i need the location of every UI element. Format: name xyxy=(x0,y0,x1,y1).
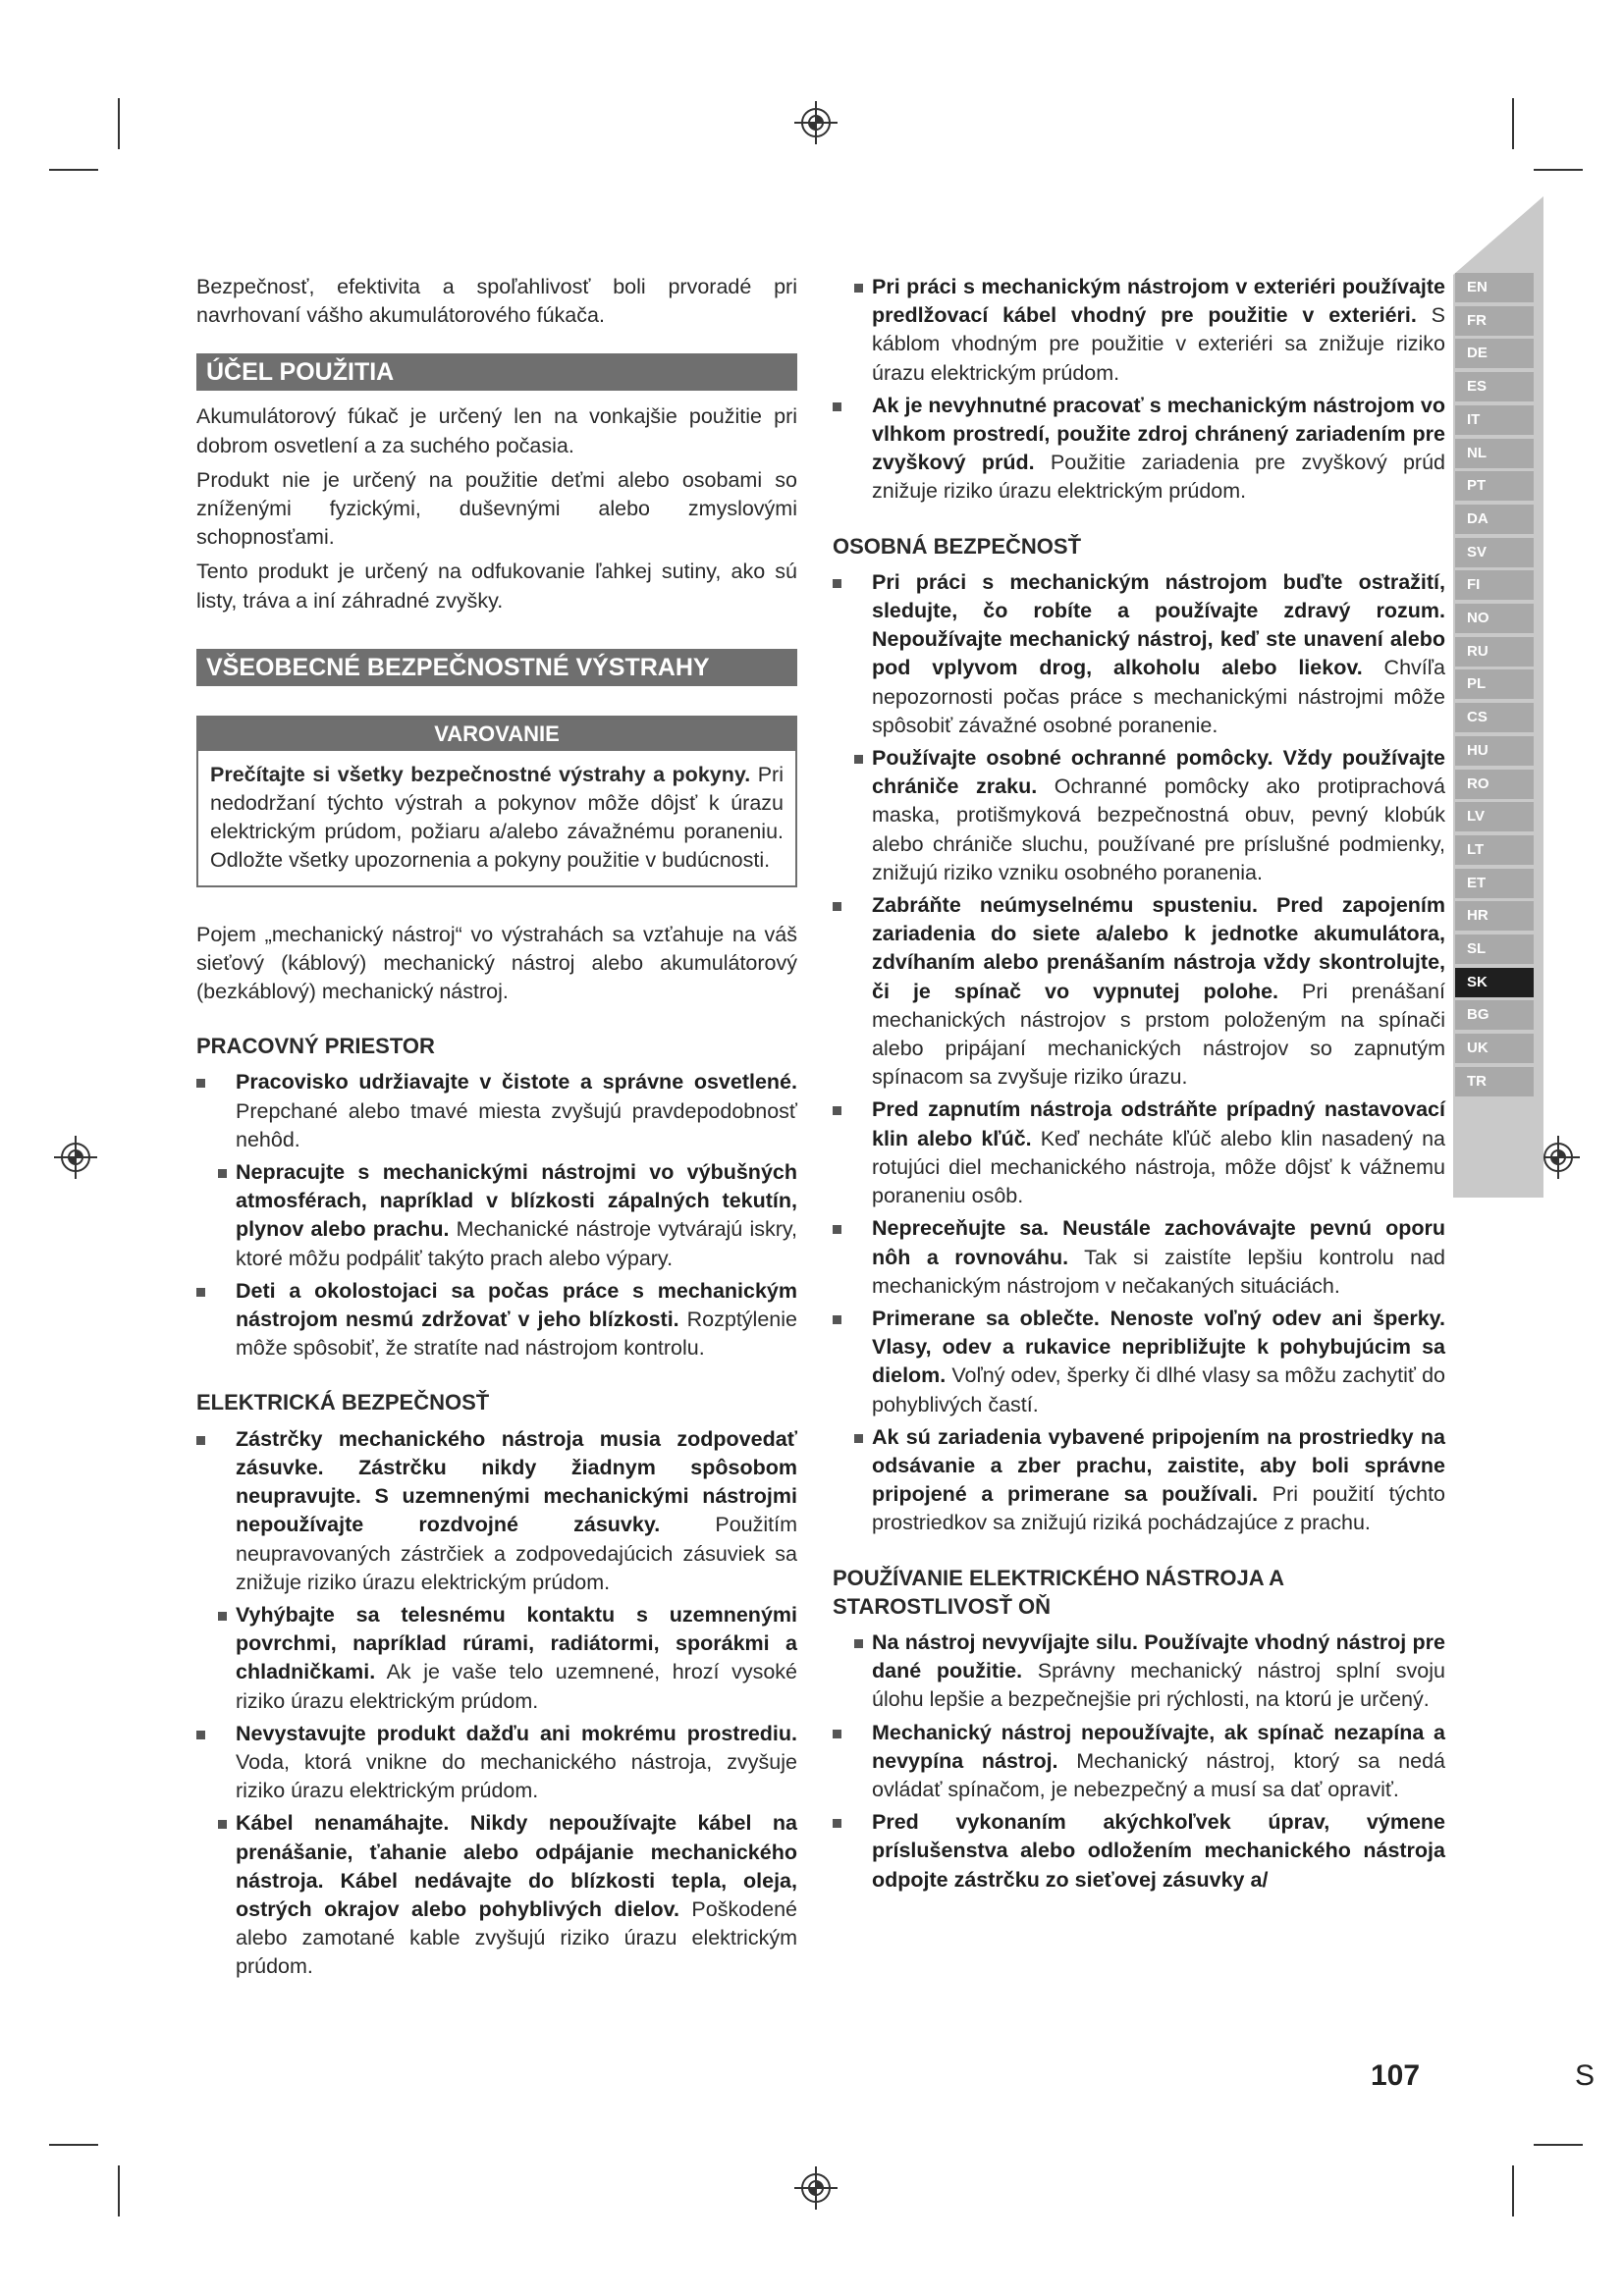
language-tab-pt[interactable]: PT xyxy=(1455,471,1534,501)
list-item xyxy=(196,1601,797,1716)
language-tab-pl[interactable]: PL xyxy=(1455,669,1534,699)
list-item xyxy=(196,1720,797,1806)
list-item xyxy=(833,1719,1445,1805)
item-text: Chvíľa nepozornosti počas práce s mechanickými nástrojmi môže spôsobiť závažné osobné poranenie. xyxy=(872,656,1445,737)
item-bold: Primerane sa oblečte. Nenoste voľný odev ani šperky. Vlasy, odev a rukavice nepribližujte k pohybujúcim sa dielom. xyxy=(872,1306,1445,1388)
section-heading-personal: OSOBNÁ BEZPEČNOSŤ xyxy=(833,533,1082,559)
item-bold: Nevystavujte produkt dažďu ani mokrému prostrediu. xyxy=(236,1721,797,1745)
crop-mark xyxy=(49,2144,98,2146)
item-bold: Pri práci s mechanickým nástrojom buďte ostražití, sledujte, čo robíte a používajte zdravý rozum. Nepoužívajte mechanický nástroj, keď ste unavení alebo pod vplyvom drog, alkoholu alebo liekov. xyxy=(872,569,1445,680)
warning-bold: Prečítajte si všetky bezpečnostné výstrahy a pokyny. xyxy=(210,762,751,786)
item-text: Rozptýlenie môže spôsobiť, že stratíte nad nástrojom kontrolu. xyxy=(236,1308,797,1361)
language-tab-sk[interactable]: SK xyxy=(1455,968,1534,997)
section-heading-workspace: PRACOVNÝ PRIESTOR xyxy=(196,1034,435,1059)
item-text: Keď necháte kľúč alebo klin nasadený na rotujúci diel mechanického nástroja, môže dôjsť k vážnemu poraneniu osôb. xyxy=(872,1126,1445,1208)
language-tab-cs[interactable]: CS xyxy=(1455,703,1534,732)
language-tab-ro[interactable]: RO xyxy=(1455,770,1534,799)
language-tab-bg[interactable]: BG xyxy=(1455,1000,1534,1030)
item-bold: Kábel nenamáhajte. Nikdy nepoužívajte kábel na prenášanie, ťahanie alebo odpájanie mechanického nástroja. Kábel nedávajte do blízkosti tepla, oleja, ostrých okrajov alebo pohyblivých dielov. xyxy=(236,1811,797,1921)
language-tab-sv[interactable]: SV xyxy=(1455,538,1534,567)
bullet-icon xyxy=(854,1434,863,1443)
language-tab-de[interactable]: DE xyxy=(1455,339,1534,368)
item-bold: Zabráňte neúmyselnému spusteniu. Pred zapojením zariadenia do siete a/alebo k jednotke akumulátora, zdvíhaním alebo prenášaním nástroja vždy skontrolujte, či je spínač vo vypnutej polohe. xyxy=(872,893,1445,1003)
item-bold: Pred zapnutím nástroja odstráňte prípadný nastavovací klin alebo kľúč. xyxy=(872,1097,1445,1150)
item-text: Mechanický nástroj, ktorý sa nedá ovládať spínačom, je nebezpečný a musí sa dať opraviť. xyxy=(872,1748,1445,1801)
language-tab-fr[interactable]: FR xyxy=(1455,306,1534,336)
language-tab-uk[interactable]: UK xyxy=(1455,1034,1534,1063)
bullet-icon xyxy=(196,1288,205,1297)
paragraph: Akumulátorový fúkač je určený len na vonkajšie použitie pri dobrom osvetlení a za suchého počasia. xyxy=(196,404,797,457)
bullet-icon xyxy=(833,1315,841,1324)
list-item xyxy=(196,1277,797,1363)
bullet-icon xyxy=(833,1819,841,1828)
section-heading-electrical: ELEKTRICKÁ BEZPEČNOSŤ xyxy=(196,1390,490,1415)
item-text: Pri prenášaní mechanických nástrojov s prstom položeným na spínači alebo pripájaní mechanických nástrojov so zapnutým spínacom sa zvyšuje riziko úrazu. xyxy=(872,979,1445,1090)
warning-body xyxy=(198,751,795,885)
item-bold: Na nástroj nevyvíjajte silu. Používajte vhodný nástroj pre dané použitie. xyxy=(872,1629,1445,1683)
item-text: Pri použití týchto prostriedkov sa znižujú riziká pochádzajúce z prachu. xyxy=(872,1482,1446,1535)
crop-mark xyxy=(1534,169,1583,171)
crop-mark xyxy=(1534,2144,1583,2146)
language-tab-no[interactable]: NO xyxy=(1455,604,1534,633)
bullet-icon xyxy=(196,1079,205,1088)
item-bold: Ak sú zariadenia vybavené pripojením na prostriedky na odsávanie a zber prachu, zaistite, aby boli správne pripojené a primerane sa používali. xyxy=(872,1424,1445,1507)
list-item xyxy=(833,273,1445,388)
paragraph: Produkt nie je určený na použitie deťmi alebo osobami so zníženými fyzickými, duševnými alebo zmyslovými schopnosťami. xyxy=(196,467,797,550)
item-text: S káblom vhodným pre použitie v exteriéri sa znižuje riziko úrazu elektrickým prúdom. xyxy=(872,303,1445,385)
item-bold: Používajte osobné ochranné pomôcky. Vždy používajte chrániče zraku. xyxy=(872,746,1445,799)
language-tab-da[interactable]: DA xyxy=(1455,505,1534,534)
item-text: Poškodené alebo zamotané kable zvyšujú riziko úrazu elektrickým prúdom. xyxy=(236,1896,798,1979)
language-tab-it[interactable]: IT xyxy=(1455,405,1534,435)
registration-mark-icon xyxy=(793,100,839,145)
language-tab-lt[interactable]: LT xyxy=(1455,835,1534,865)
bullet-icon xyxy=(833,1730,841,1738)
item-bold: Deti a okolostojaci sa počas práce s mechanickým nástrojom nesmú zdržovať v jeho blízkosti. xyxy=(236,1278,797,1332)
list-item xyxy=(833,1305,1445,1419)
language-tab-hu[interactable]: HU xyxy=(1455,736,1534,766)
bullet-icon xyxy=(196,1436,205,1445)
language-tab-ru[interactable]: RU xyxy=(1455,637,1534,667)
list-item xyxy=(833,1214,1445,1301)
item-text: Ochranné pomôcky ako protiprachová maska, protišmyková bezpečnostná obuv, pevný klobúk alebo chrániče sluchu, používané pre príslušné podmienky, znižujú riziko vzniku osobného poranenia. xyxy=(872,774,1446,884)
warning-box xyxy=(196,716,797,887)
item-text: Voľný odev, šperky či dlhé vlasy sa môžu zachytiť do pohyblivých častí. xyxy=(872,1363,1445,1416)
crop-mark xyxy=(1512,98,1514,149)
item-text: Prepchané alebo tmavé miesta zvyšujú pravdepodobnosť nehôd. xyxy=(236,1098,797,1151)
bullet-icon xyxy=(854,1639,863,1648)
language-tab-sl[interactable]: SL xyxy=(1455,934,1534,964)
language-tab-lv[interactable]: LV xyxy=(1455,802,1534,831)
item-text: Použitie zariadenia pre zvyškový prúd znižuje riziko úrazu elektrickým prúdom. xyxy=(872,451,1445,504)
intro-text: Bezpečnosť, efektivita a spoľahlivosť boli prvoradé pri navrhovaní vášho akumulátorového fúkača. xyxy=(196,275,797,328)
list-item xyxy=(833,392,1445,507)
item-bold: Pri práci s mechanickým nástrojom v exteriéri používajte predlžovací kábel vhodný pre použitie v exteriéri. xyxy=(872,275,1445,328)
paragraph: Tento produkt je určený na odfukovanie ľahkej sutiny, ako sú listy, tráva a iní záhradné zvyšky. xyxy=(196,560,797,613)
section-heading-tool-use: POUŽÍVANIE ELEKTRICKÉHO NÁSTROJA A STAROSTLIVOSŤ OŇ xyxy=(833,1565,1284,1619)
bullet-icon xyxy=(854,755,863,764)
list-item xyxy=(196,1158,797,1273)
right-column xyxy=(833,273,1445,1898)
language-tab-hr[interactable]: HR xyxy=(1455,901,1534,931)
item-bold: Nepracujte s mechanickými nástrojmi vo výbušných atmosférach, napríklad v blízkosti zápalných tekutín, plynov alebo prachu. xyxy=(236,1160,797,1242)
list-item xyxy=(196,1425,797,1597)
list-item xyxy=(833,1095,1445,1210)
item-bold: Ak je nevyhnutné pracovať s mechanickým nástrojom vo vlhkom prostredí, použite zdroj chránený zariadením pre zvyškový prúd. xyxy=(872,393,1445,475)
bullet-icon xyxy=(218,1612,227,1621)
language-tab-nl[interactable]: NL xyxy=(1455,439,1534,468)
item-text: Správny mechanický nástroj splní svoju úlohu lepšie a bezpečnejšie pri rýchlosti, na ktorú je určený. xyxy=(872,1659,1445,1712)
list-item xyxy=(833,891,1445,1092)
list-item xyxy=(833,744,1445,887)
list-item xyxy=(833,568,1445,740)
language-tab-fi[interactable]: FI xyxy=(1455,570,1534,600)
item-text: Voda, ktorá vnikne do mechanického nástroja, zvyšuje riziko úrazu elektrickým prúdom. xyxy=(236,1749,797,1803)
term-paragraph: Pojem „mechanický nástroj“ vo výstrahách sa vzťahuje na váš sieťový (káblový) mechanický nástroj alebo akumulátorový (bezkáblový) mechanický nástroj. xyxy=(196,922,797,1004)
edge-glyph: S xyxy=(1575,2059,1596,2092)
list-item xyxy=(833,1629,1445,1715)
list-item xyxy=(833,1423,1445,1538)
left-column xyxy=(196,273,797,1986)
bullet-icon xyxy=(218,1169,227,1178)
bullet-icon xyxy=(833,1225,841,1234)
page-number: 107 xyxy=(1371,2059,1421,2092)
warning-title: VAROVANIE xyxy=(198,718,795,751)
registration-mark-icon xyxy=(793,2165,839,2211)
item-bold: Pred vykonaním akýchkoľvek úprav, výmene príslušenstva alebo odložením mechanického nástroja odpojte zástrčku zo sieťovej zásuvky a/ xyxy=(872,1810,1445,1892)
item-bold: Zástrčky mechanického nástroja musia zodpovedať zásuvke. Zástrčku nikdy žiadnym spôsobom neupravujte. S uzemnenými mechanickými nástrojmi nepoužívajte rozdvojné zásuvky. xyxy=(236,1426,797,1537)
crop-mark xyxy=(118,98,120,149)
warning-text: Pri nedodržaní týchto výstrah a pokynov môže dôjsť k úrazu elektrickým prúdom, požiaru a/alebo závažnému poraneniu. Odložte všetky upozornenia a pokyny použitie v budúcnosti. xyxy=(210,762,784,873)
section-title-purpose: ÚČEL POUŽITIA xyxy=(196,353,797,391)
bullet-icon xyxy=(833,902,841,911)
bullet-icon xyxy=(854,284,863,293)
item-text: Tak si zaistíte lepšiu kontrolu nad mechanickým nástrojom v nečakaných situáciách. xyxy=(872,1245,1445,1298)
registration-mark-icon xyxy=(53,1135,98,1180)
crop-mark xyxy=(1512,2165,1514,2216)
crop-mark xyxy=(118,2165,120,2216)
bullet-icon xyxy=(218,1820,227,1829)
item-bold: Pracovisko udržiavajte v čistote a správne osvetlené. xyxy=(236,1070,797,1095)
bullet-icon xyxy=(196,1731,205,1739)
language-tab-tr[interactable]: TR xyxy=(1455,1067,1534,1096)
crop-mark xyxy=(49,169,98,171)
item-text: Použitím neupravovaných zástrčiek a zodpovedajúcich zásuviek sa znižuje riziko úrazu elektrickým prúdom. xyxy=(236,1513,797,1594)
item-text: Mechanické nástroje vytvárajú iskry, ktoré môžu podpáliť takýto prach alebo výpary. xyxy=(236,1217,798,1270)
item-bold: Vyhýbajte sa telesnému kontaktu s uzemnenými povrchmi, napríklad rúrami, radiátormi, sporákmi a chladničkami. xyxy=(236,1602,797,1684)
list-item xyxy=(196,1068,797,1154)
language-tab-es[interactable]: ES xyxy=(1455,372,1534,401)
list-item xyxy=(833,1808,1445,1895)
item-bold: Mechanický nástroj nepoužívajte, ak spínač nezapína a nevypína nástroj. xyxy=(872,1720,1445,1773)
item-text: Ak je vaše telo uzemnené, hrozí vysoké riziko úrazu elektrickým prúdom. xyxy=(236,1660,797,1713)
language-tab-et[interactable]: ET xyxy=(1455,869,1534,898)
list-item xyxy=(196,1809,797,1981)
item-bold: Nepreceňujte sa. Neustále zachovávajte pevnú oporu nôh a rovnováhu. xyxy=(872,1216,1445,1269)
section-title-general-warnings: VŠEOBECNÉ BEZPEČNOSTNÉ VÝSTRAHY xyxy=(196,649,797,686)
bullet-icon xyxy=(833,1106,841,1115)
bullet-icon xyxy=(833,579,841,588)
bullet-icon xyxy=(833,402,841,411)
language-tab-en[interactable]: EN xyxy=(1455,273,1534,302)
